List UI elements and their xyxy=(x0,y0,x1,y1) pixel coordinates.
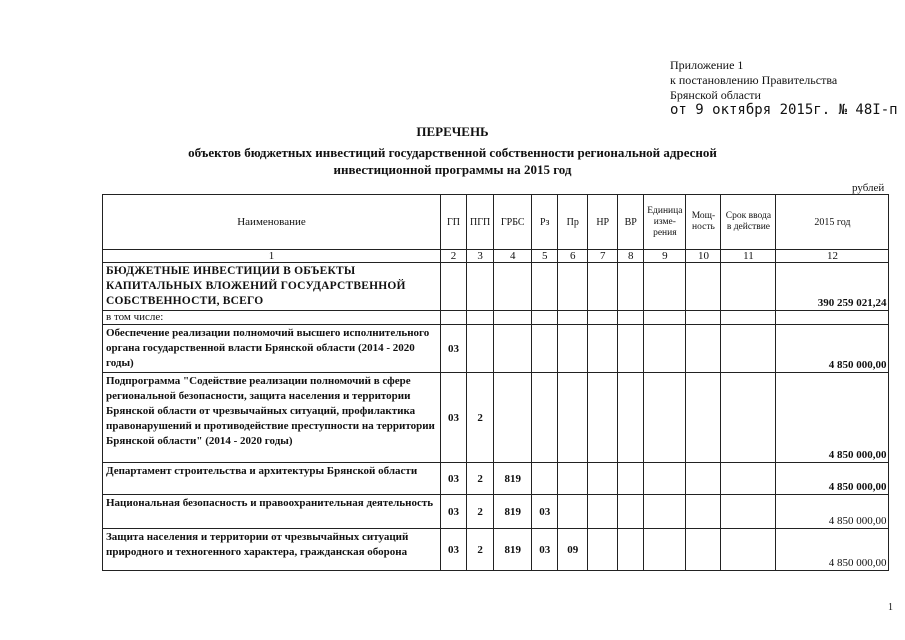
row-pr xyxy=(558,495,588,529)
row-amount: 4 850 000,00 xyxy=(776,463,889,495)
header-ppgp: ПГП xyxy=(467,195,494,250)
row-name: Обеспечение реализации полномочий высшего исполнительного органа государственной власти Брянской области (2014 - 2020 годы) xyxy=(103,325,441,373)
row-name: Национальная безопасность и правоохранительная деятельность xyxy=(103,495,441,529)
header-term: Срок ввода в действие xyxy=(721,195,776,250)
row-gp: 03 xyxy=(441,325,467,373)
header-unit: Единица изме-рения xyxy=(644,195,686,250)
table-row xyxy=(103,463,889,495)
row-gp: 03 xyxy=(441,463,467,495)
column-number: 8 xyxy=(618,250,644,263)
row-name: в том числе: xyxy=(103,311,441,325)
appendix-date: от 9 октября 2015г. № 48I-п xyxy=(670,102,898,118)
document-subtitle-line1: объектов бюджетных инвестиций государственной собственности региональной адресной xyxy=(188,145,717,160)
column-number: 4 xyxy=(494,250,532,263)
document-subtitle-line2: инвестиционной программы на 2015 год xyxy=(333,162,572,177)
row-pr xyxy=(558,325,588,373)
row-gp xyxy=(441,263,467,311)
header-pr: Пр xyxy=(558,195,588,250)
table-row xyxy=(103,311,889,325)
investment-table xyxy=(102,194,889,571)
row-amount: 4 850 000,00 xyxy=(776,529,889,571)
appendix-block xyxy=(670,58,898,118)
row-ppgp xyxy=(467,325,494,373)
column-number: 12 xyxy=(776,250,889,263)
row-grbs: 819 xyxy=(494,529,532,571)
row-name: Департамент строительства и архитектуры Брянской области xyxy=(103,463,441,495)
row-gp: 03 xyxy=(441,373,467,463)
row-rz: 03 xyxy=(532,495,558,529)
row-grbs xyxy=(494,373,532,463)
row-gp: 03 xyxy=(441,529,467,571)
row-amount: 4 850 000,00 xyxy=(776,325,889,373)
row-grbs: 819 xyxy=(494,463,532,495)
row-grbs xyxy=(494,325,532,373)
header-grbs: ГРБС xyxy=(494,195,532,250)
row-amount xyxy=(776,311,889,325)
column-number: 11 xyxy=(721,250,776,263)
row-ppgp: 2 xyxy=(467,463,494,495)
header-capacity: Мощ-ность xyxy=(686,195,721,250)
row-amount: 4 850 000,00 xyxy=(776,495,889,529)
column-number: 10 xyxy=(686,250,721,263)
row-pr: 09 xyxy=(558,529,588,571)
appendix-line-2: к постановлению Правительства xyxy=(670,73,838,87)
row-pr xyxy=(558,463,588,495)
row-rz xyxy=(532,263,558,311)
table-row xyxy=(103,263,889,311)
row-rz xyxy=(532,463,558,495)
row-name: Подпрограмма "Содействие реализации полномочий в сфере региональной безопасности, защита населения и территории Брянской области от чрезвычайных ситуаций, профилактика правонарушений и противодействие преступности на территории Брянской области" (2014 - 2020 годы) xyxy=(103,373,441,463)
column-number: 3 xyxy=(467,250,494,263)
header-year: 2015 год xyxy=(776,195,889,250)
column-number: 5 xyxy=(532,250,558,263)
header-nr: НР xyxy=(588,195,618,250)
table-row xyxy=(103,495,889,529)
row-pr xyxy=(558,373,588,463)
appendix-line-3: Брянской области xyxy=(670,88,761,102)
row-rz xyxy=(532,373,558,463)
row-rz: 03 xyxy=(532,529,558,571)
header-name: Наименование xyxy=(103,195,441,250)
row-pr xyxy=(558,263,588,311)
appendix-line-1: Приложение 1 xyxy=(670,58,744,72)
header-rz: Рз xyxy=(532,195,558,250)
row-grbs xyxy=(494,263,532,311)
column-number: 6 xyxy=(558,250,588,263)
column-number: 2 xyxy=(441,250,467,263)
column-number-row xyxy=(103,250,889,263)
column-number: 1 xyxy=(103,250,441,263)
row-amount: 390 259 021,24 xyxy=(776,263,889,311)
row-ppgp: 2 xyxy=(467,495,494,529)
table-row xyxy=(103,373,889,463)
row-gp: 03 xyxy=(441,495,467,529)
row-amount: 4 850 000,00 xyxy=(776,373,889,463)
header-gp: ГП xyxy=(441,195,467,250)
table-row xyxy=(103,325,889,373)
units-label: рублей xyxy=(852,182,885,194)
row-rz xyxy=(532,325,558,373)
row-ppgp: 2 xyxy=(467,373,494,463)
row-ppgp xyxy=(467,263,494,311)
column-number: 7 xyxy=(588,250,618,263)
document-heading: ПЕРЕЧЕНЬ xyxy=(416,124,489,139)
column-number: 9 xyxy=(644,250,686,263)
page-number: 1 xyxy=(888,602,893,613)
row-grbs: 819 xyxy=(494,495,532,529)
table-row xyxy=(103,529,889,571)
table-header-row xyxy=(103,195,889,250)
row-name: БЮДЖЕТНЫЕ ИНВЕСТИЦИИ В ОБЪЕКТЫ КАПИТАЛЬНЫХ ВЛОЖЕНИЙ ГОСУДАРСТВЕННОЙ СОБСТВЕННОСТИ, ВСЕГО xyxy=(103,263,441,311)
row-ppgp: 2 xyxy=(467,529,494,571)
header-vr: ВР xyxy=(618,195,644,250)
row-name: Защита населения и территории от чрезвычайных ситуаций природного и техногенного характера, гражданская оборона xyxy=(103,529,441,571)
